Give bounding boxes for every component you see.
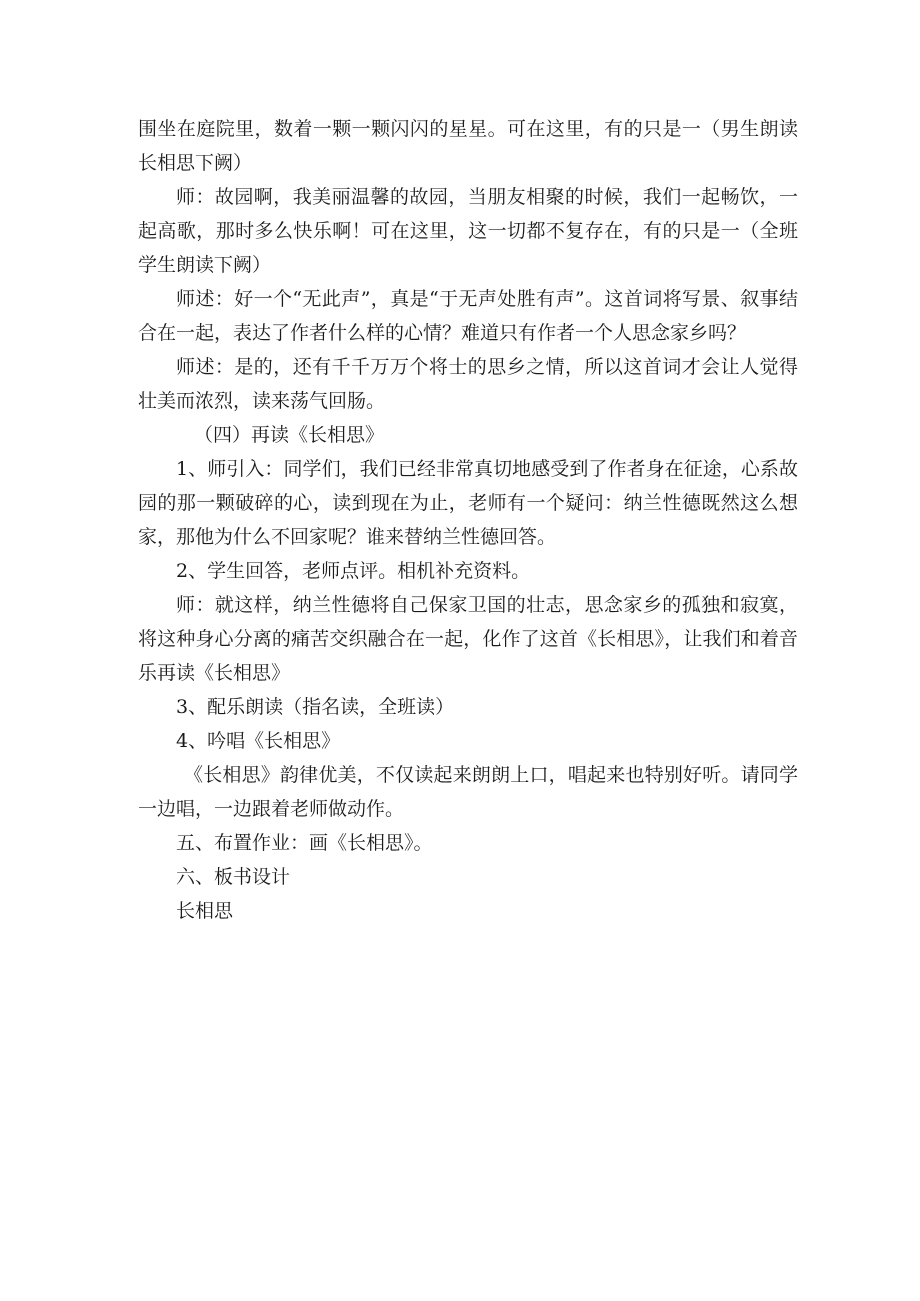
board-design-title: 长相思 [176,900,234,922]
paragraph-singing: 《长相思》韵律优美，不仅读起来朗朗上口，唱起来也特别好听。请同学一边唱，一边跟着老师做动作。 [138,764,798,820]
paragraph-teacher-narration-2: 师述：是的，还有千千万万个将士的思乡之情，所以这首词才会让人觉得壮美而浓烈，读来荡气回肠。 [138,356,798,412]
list-item-2: 2、学生回答，老师点评。相机补充资料。 [176,560,531,582]
paragraph-continuation: 围坐在庭院里，数着一颗一颗闪闪的星星。可在这里，有的只是一（男生朗读长相思下阙） [138,118,798,174]
list-item-1: 1、师引入：同学们，我们已经非常真切地感受到了作者身在征途，心系故园的那一颗破碎的心，读到现在为止，老师有一个疑问：纳兰性德既然这么想家，那他为什么不回家呢？谁来替纳兰性德回答。 [138,458,798,548]
paragraph-teacher-narration-1: 师述：好一个“无此声”，真是“于无声处胜有声”。这首词将写景、叙事结合在一起，表达了作者什么样的心情？难道只有作者一个人思念家乡吗？ [138,288,798,344]
list-item-3: 3、配乐朗读（指名读，全班读） [176,696,455,718]
document-body [138,112,798,928]
section-heading-board-design: 六、板书设计 [176,866,291,888]
section-heading-homework: 五、布置作业：画《长相思》。 [176,832,433,854]
section-heading-reread: （四）再读《长相思》 [194,424,385,446]
paragraph-teacher-remark: 师：故园啊，我美丽温馨的故园，当朋友相聚的时候，我们一起畅饮，一起高歌，那时多么快乐啊！可在这里，这一切都不复存在，有的只是一（全班学生朗读下阙） [138,186,798,276]
paragraph-teacher-summary: 师：就这样，纳兰性德将自己保家卫国的壮志，思念家乡的孤独和寂寞，将这种身心分离的痛苦交织融合在一起，化作了这首《长相思》，让我们和着音乐再读《长相思》 [138,594,798,684]
list-item-4: 4、吟唱《长相思》 [176,730,341,752]
